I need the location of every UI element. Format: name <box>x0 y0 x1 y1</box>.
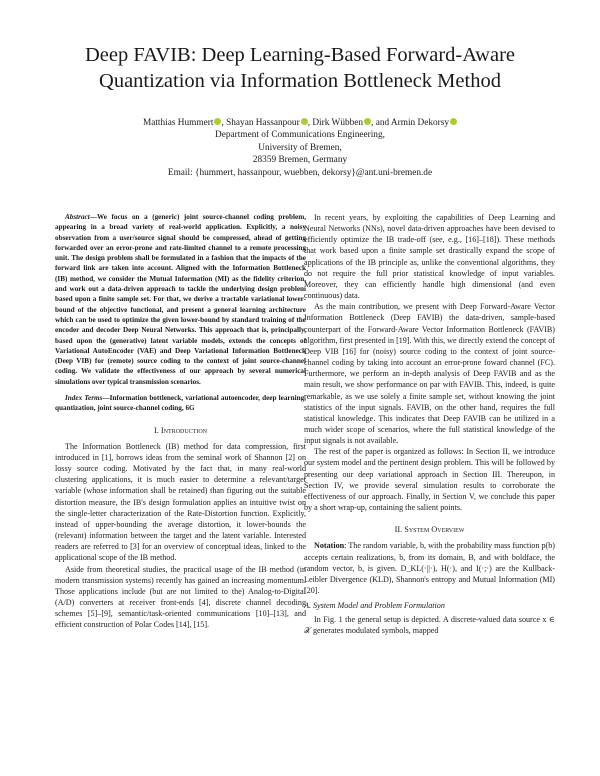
subsection-heading: A. System Model and Problem Formulation <box>304 601 445 611</box>
affiliation-line-1: Department of Communications Engineering, <box>215 130 385 141</box>
orcid-icon[interactable] <box>301 118 308 125</box>
author-block <box>30 117 570 179</box>
notation-text: : The random variable, b, with the probability mass function p(b) accepts certain realizations, b, from its domain, B, and with boldface, the random vector, b, is given. D_KL(·||·), H(·), and I(·;·) are the Kullback-Leibler Divergence (KLD), Shannon's entropy and Mutual Information (MI) [20]. <box>304 541 555 595</box>
intro-paragraph-3: In recent years, by exploiting the capabilities of Deep Learning and Neural Networks (NNs), novel data-driven approaches have been devised to efficiently optimize the IB trade-off (see, e.g., [16]–[18]). These methods that work based upon a finite sample set drastically expand the scope of applications of the IB principle as, unlike the conventional algorithms, they do not require the full prior statistical knowledge of input variables. Moreover, they can efficiently handle high dimensional (and even continuous) data. <box>304 213 555 301</box>
orcid-icon[interactable] <box>214 118 221 125</box>
intro-paragraph-2: Aside from theoretical studies, the practical usage of the IB method (in modern transmission systems) recently has gained an increasing momentum. Those applications include (but are not limited to the) Analog-to-Digital (A/D) converters at receiver front-ends [4], discrete channel decoding schemes [5]–[9], semantic/task-oriented communications [10]–[13], and efficient construction of Polar Codes [14], [15]. <box>55 564 306 630</box>
affiliation-line-3: 28359 Bremen, Germany <box>252 155 348 166</box>
author-4: and Armin Dekorsy <box>375 118 450 128</box>
intro-paragraph-5: The rest of the paper is organized as follows: In Section II, we introduce our system model and the pertinent design problem. This will be followed by presenting our deep variational approach in Section III. Thereupon, in Section IV, we provide several simulation results to corroborate the effectiveness of our approach. Finally, in Section V, we conclude this paper by a short wrap-up, containing the salient points. <box>304 447 555 513</box>
section-heading-introduction: I. Introduction <box>153 425 207 435</box>
left-column <box>55 212 306 630</box>
email-line: Email: {hummert, hassanpour, wuebben, dekorsy}@ant.uni-bremen.de <box>167 167 433 178</box>
index-terms-text: —Information bottleneck, variational autoencoder, deep learning, quantization, joint source-channel coding, 6G <box>55 394 306 413</box>
index-terms-label: Index Terms <box>65 394 103 403</box>
abstract <box>55 212 306 414</box>
title-line-2: Quantization via Information Bottleneck Method <box>99 70 501 92</box>
author-3: Dirk Wübben <box>312 118 364 128</box>
author-1: Matthias Hummert <box>142 118 214 128</box>
notation-label: Notation <box>314 541 345 551</box>
system-model-paragraph: In Fig. 1 the general setup is depicted. A discrete-valued data source x ∈ 𝒳 generates modulated symbols, mapped <box>304 615 555 636</box>
abstract-text: —We focus on a (generic) joint source-channel coding problem, appearing in a broad variety of real-world application. Explicitly, a noisy observation from a user/source signal should be compressed, ahead of getting forwarded over an error-prone and rate-limited channel to a remote processing unit. The design problem shall be formulated in a fashion that the impacts of the forward link are taken into account. Aligned with the Information Bottleneck (IB) method, we consider the Mutual Information (MI) as the fidelity criterion, and work out a data-driven approach to tackle the underlying design problem based upon a finite sample set. For that, we derive a tractable variational lower-bound of the objective functional, and present a general learning architecture which can be used to optimize the given lower-bound by standard training of the encoder and decoder Deep Neural Networks. This approach that is, principally, based upon the (generative) latent variable models, extends the concepts of Variational AutoEncoder (VAE) and Deep Variational Information Bottleneck (Deep VIB) for (remote) source coding to the context of joint source-channel coding. We validate the effectiveness of our approach by several numerical simulations over typical transmission scenarios. <box>55 213 306 386</box>
right-column <box>304 212 555 637</box>
author-2: Shayan Hassanpour <box>226 118 300 128</box>
intro-paragraph-4: As the main contribution, we present with Deep Forward-Aware Vector Information Bottleneck (Deep FAVIB) the data-driven, sample-based counterpart of the Forward-Aware Vector Information Bottleneck (FAVIB) algorithm, first presented in [19]. With this, we directly extend the concept of Deep VIB [16] for (noisy) source coding to the context of joint source-channel coding by taking into account an error-prone foward channel (FC). Furthermore, we perform an in-depth analysis of Deep FAVIB and as the main result, we show performance on par with FAVIB. This, indeed, is quite remarkable, as we use solely a finite sample set, without knowing the joint statistics of the input signals. FAVIB, on the other hand, requires the full statistical knowledge. This indicates that Deep FAVIB can be utilized in a much wider scope of scenarios, where the full statistical knowledge of the input signals is not available. <box>304 302 555 446</box>
orcid-icon[interactable] <box>450 118 457 125</box>
abstract-label: Abstract <box>65 213 90 221</box>
author-list: Matthias Hummert , Shayan Hassanpour , Dirk Wübben , and Armin Dekorsy <box>30 117 570 129</box>
affiliation-line-2: University of Bremen, <box>258 142 342 153</box>
section-heading-system-overview: II. System Overview <box>394 525 465 535</box>
intro-paragraph-1: The Information Bottleneck (IB) method for data compression, first introduced in [1], borrows ideas from the seminal work of Shannon [2] on lossy source coding. Motivated by the fact that, in many real-world clustering applications, it is much easier to determine a relevant/target variable (whose information shall be retained) than figuring out the suitable distortion measure, the IB's design formulation applies an intuitive twist on the single-letter characterization of the Rate-Distortion function. Explicitly, instead of upper-bounding the average distortion, it lower-bounds the (relevant) information between the target and the latent variable. Interested readers are referred to [3] for an overview of conceptual ideas, linked to the applicational scope of the IB method. <box>55 441 306 563</box>
orcid-icon[interactable] <box>364 118 371 125</box>
paper-title <box>30 42 570 94</box>
title-line-1: Deep FAVIB: Deep Learning-Based Forward-Aware <box>85 44 515 66</box>
